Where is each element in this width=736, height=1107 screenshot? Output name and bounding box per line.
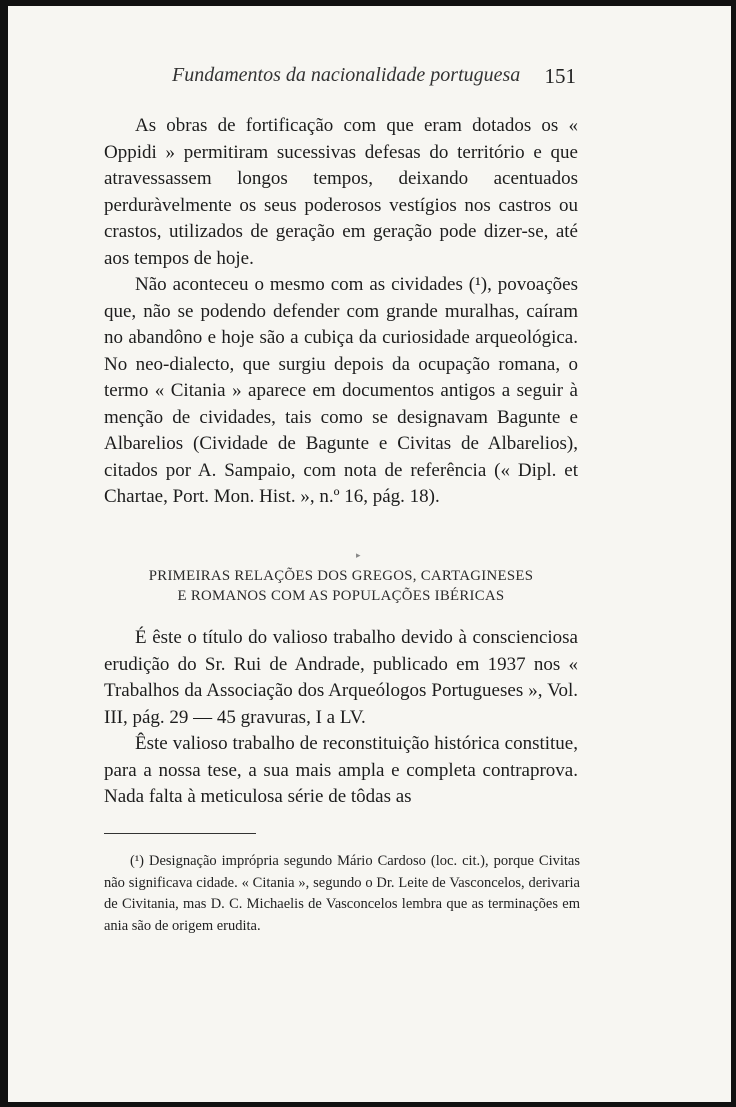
body-text — [104, 113, 578, 511]
paragraph: Êste valioso trabalho de reconstituição histórica constitue, para a nossa tese, a sua mais ampla e completa contraprova. Nada falta à meticulosa série de tôdas as — [104, 733, 578, 807]
running-title: Fundamentos da nacionalidade portuguesa — [172, 64, 521, 86]
section-heading-line: PRIMEIRAS RELAÇÕES DOS GREGOS, CARTAGINESES — [148, 568, 534, 584]
page-number: 151 — [544, 64, 576, 88]
footnote: (¹) Designação imprópria segundo Mário Cardoso (loc. cit.), porque Civitas não significava cidade. « Citania », segundo o Dr. Leite de Vasconcelos, derivaria de Civitania, mas D. C. Michaelis de Vasconcelos lembra que as terminações em ania são de origem erudita. — [104, 853, 580, 934]
section-heading — [104, 566, 578, 606]
paragraph: É êste o título do valioso trabalho devido à conscienciosa erudição do Sr. Rui de Andrade, publicado em 1937 nos « Trabalhos da Associação dos Arqueólogos Portugueses », Vol. III, pág. 29 — 45 gravuras, I a LV. — [104, 627, 578, 728]
section-body — [104, 625, 578, 811]
scan-border-top — [0, 0, 736, 6]
paragraph: Não aconteceu o mesmo com as cividades (¹), povoações que, não se podendo defender com grande muralhas, caíram no abandôno e hoje são a cubiça da curiosidade arqueológica. No neo-dialecto, que surgiu depois da ocupação romana, o termo « Citania » aparece em documentos antigos a seguir à menção de cividades, tais como se designavam Bagunte e Albarelios (Cividade de Bagunte e Civitas de Albarelios), citados por A. Sampaio, com nota de referência (« Dipl. et Chartae, Port. Mon. Hist. », n.º 16, pág. 18). — [104, 274, 578, 507]
scan-border-left — [0, 0, 8, 1107]
paragraph: As obras de fortificação com que eram dotados os « Oppidi » permitiram sucessivas defesas do território e que atravessassem longos tempos, deixando acentuados perduràvelmente os seus poderosos vestígios nos castros ou crastos, utilizados de geração em geração pode dizer-se, até aos tempos de hoje. — [104, 115, 578, 269]
section-heading-line: E ROMANOS COM AS POPULAÇÕES IBÉRICAS — [177, 588, 505, 604]
footnote-divider — [104, 833, 256, 834]
scan-border-right — [731, 0, 736, 1107]
scan-speck: ▸ — [356, 550, 361, 560]
footnotes — [104, 851, 580, 937]
page-header — [172, 64, 576, 94]
scan-border-bottom — [0, 1102, 736, 1107]
